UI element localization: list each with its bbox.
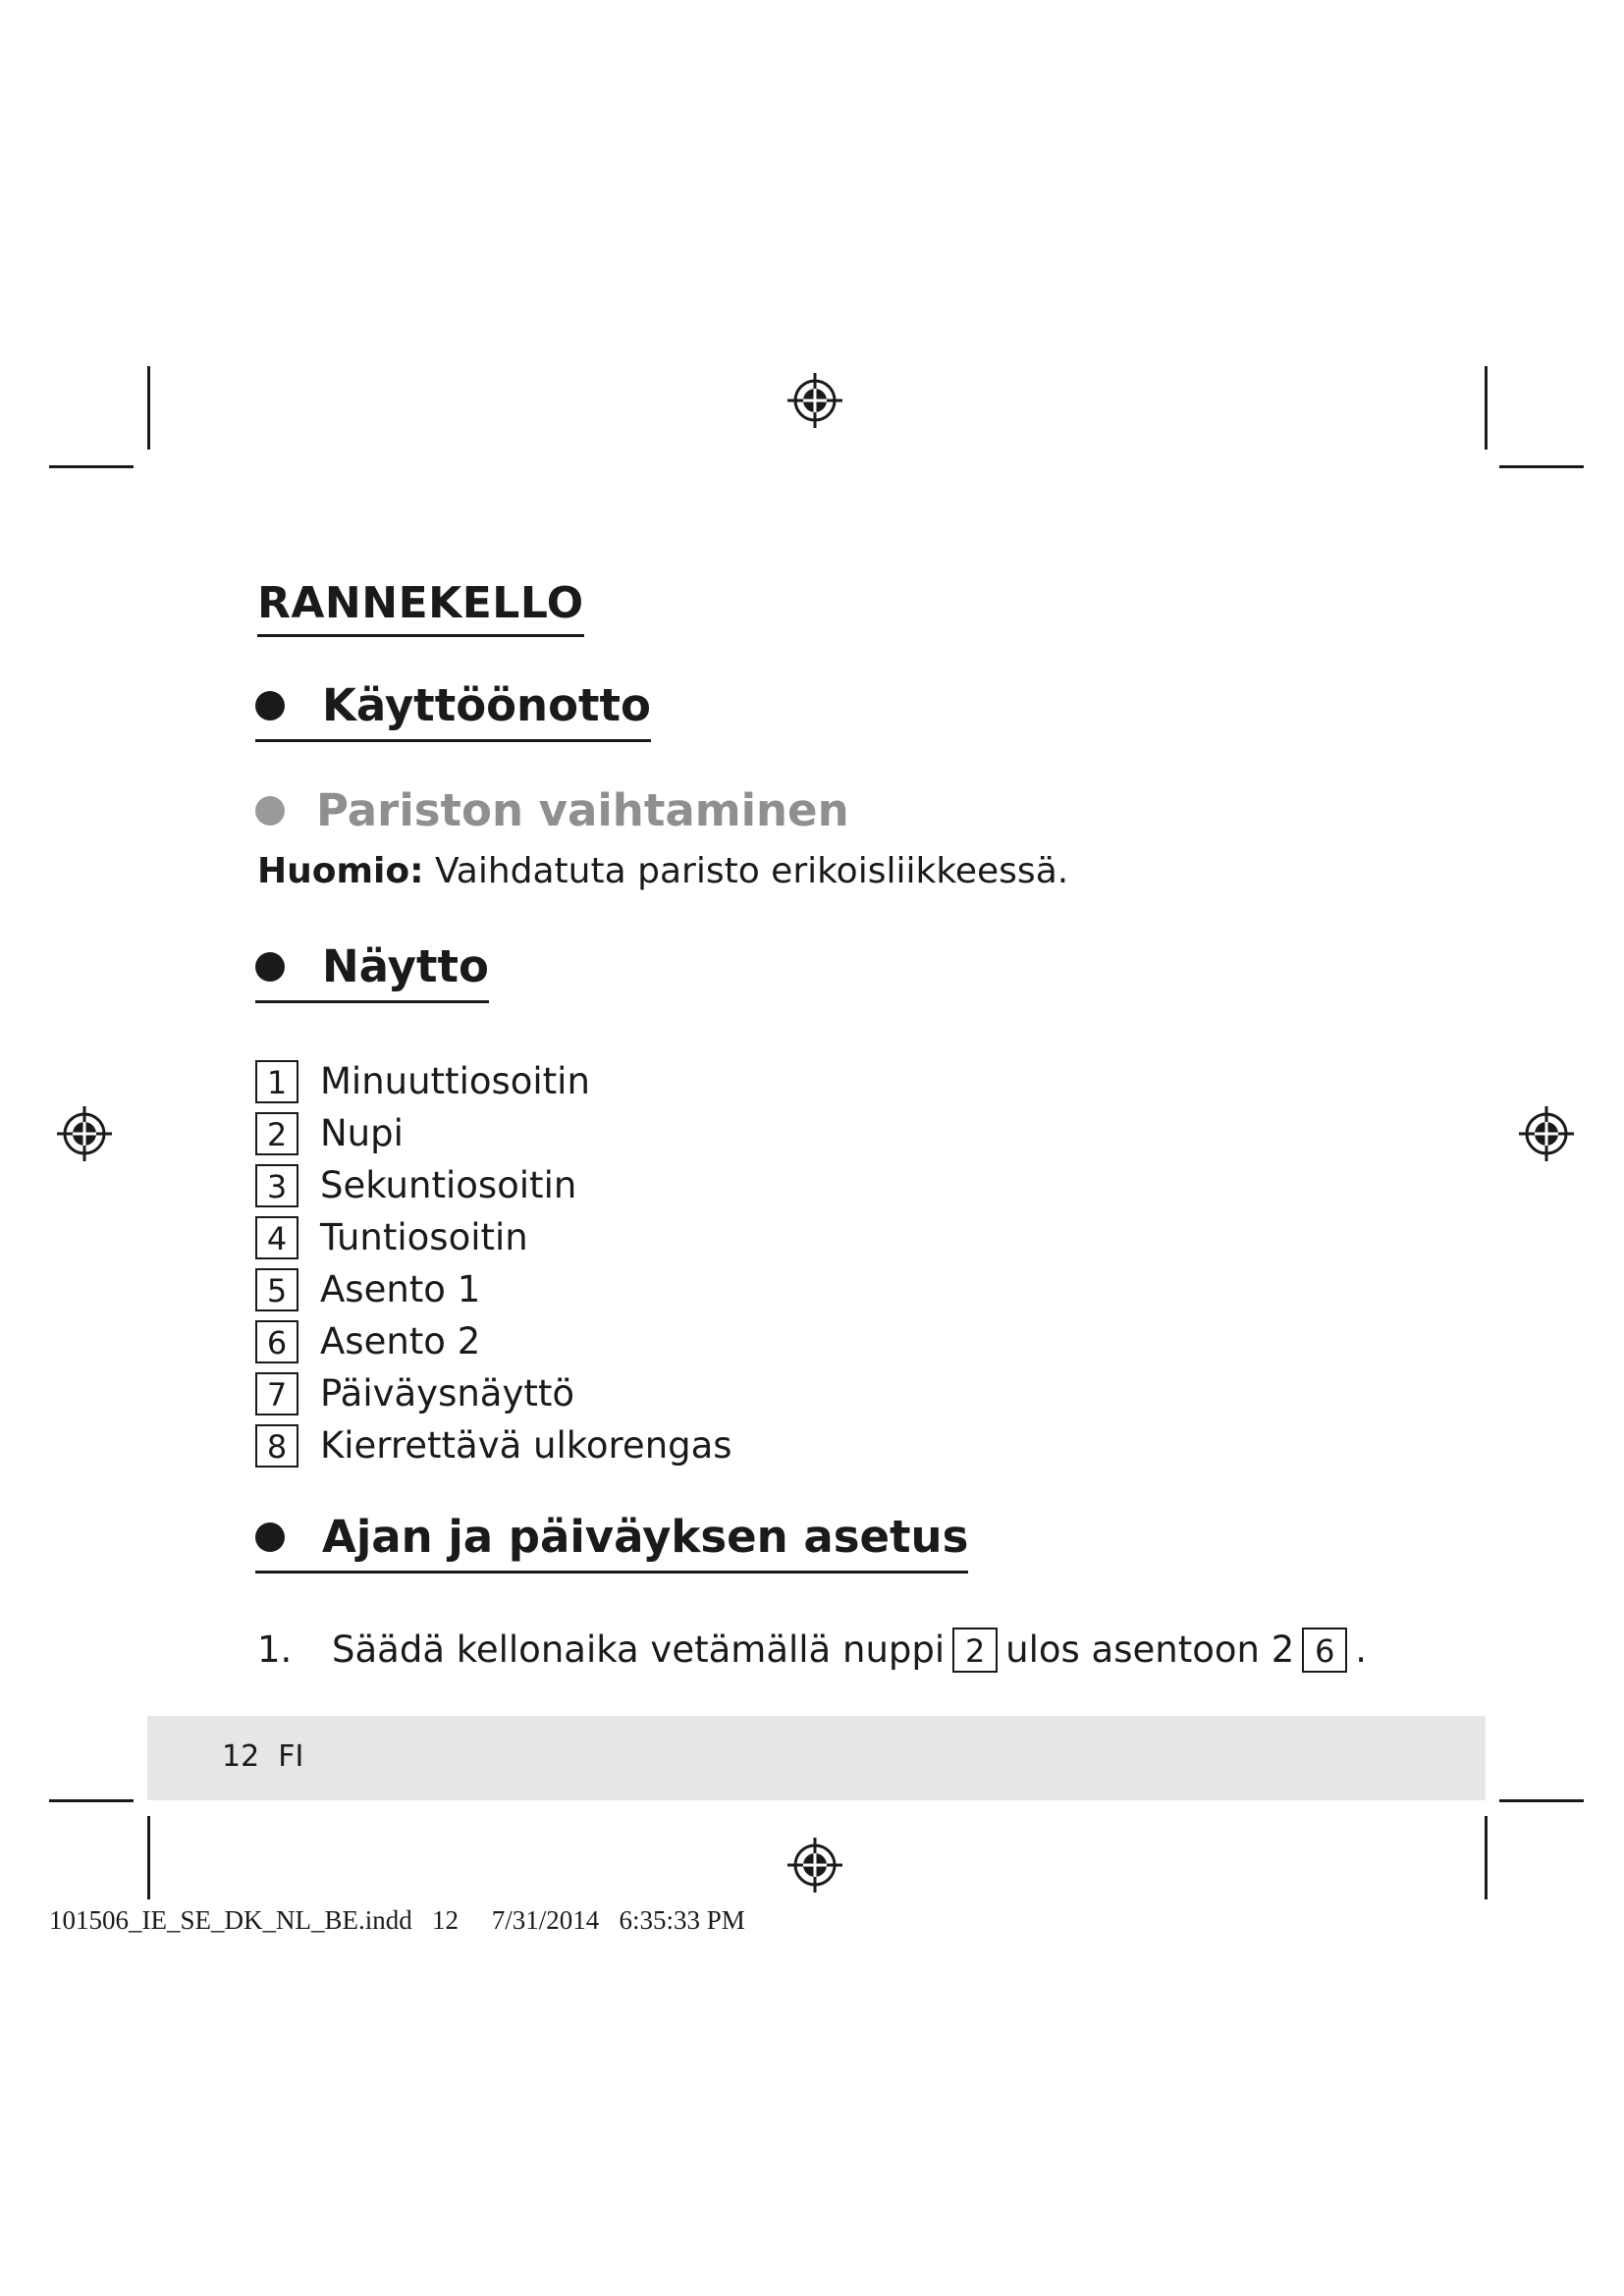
step-end: .: [1355, 1629, 1368, 1671]
step-number: 1.: [257, 1629, 293, 1671]
legend-number-box: 5: [255, 1268, 298, 1311]
legend-item: [255, 1055, 732, 1107]
section-heading-naytto: [255, 941, 489, 1003]
legend-label: Nupi: [320, 1112, 404, 1154]
crop-mark: [1499, 465, 1584, 468]
page-title: RANNEKELLO: [257, 579, 584, 637]
legend-label: Minuuttiosoitin: [320, 1060, 590, 1102]
crop-mark: [147, 1816, 150, 1899]
subsection-heading-text: Pariston vaihtaminen: [316, 784, 849, 836]
legend-item: [255, 1159, 732, 1211]
legend-item: [255, 1367, 732, 1419]
page-footer: [147, 1716, 1486, 1800]
legend-label: Kierrettävä ulkorengas: [320, 1424, 732, 1467]
parts-legend: [255, 1055, 732, 1471]
section-heading-kayttoonotto: [255, 680, 651, 742]
language-code: FI: [278, 1739, 304, 1774]
bullet-icon: [255, 952, 285, 982]
step-text: ulos asentoon 2: [1005, 1629, 1295, 1671]
legend-label: Asento 2: [320, 1320, 481, 1362]
crop-mark: [1499, 1799, 1584, 1802]
legend-item: [255, 1107, 732, 1159]
legend-number-box: 4: [255, 1216, 298, 1259]
legend-item: [255, 1263, 732, 1315]
legend-item: [255, 1211, 732, 1263]
print-slug: 101506_IE_SE_DK_NL_BE.indd 12 7/31/2014 6:35:33 PM: [49, 1905, 745, 1935]
note-paragraph: [257, 850, 1068, 893]
registration-mark-icon: [785, 371, 844, 430]
instruction-step: [257, 1626, 1367, 1675]
part-reference-box: 2: [952, 1628, 998, 1673]
note-text: Vaihdatuta paristo erikoisliikkeessä.: [434, 851, 1069, 891]
note-label: Huomio:: [257, 851, 424, 891]
legend-label: Sekuntiosoitin: [320, 1164, 577, 1206]
legend-number-box: 1: [255, 1060, 298, 1103]
crop-mark: [1485, 366, 1488, 450]
legend-number-box: 7: [255, 1372, 298, 1415]
section-heading-ajan: [255, 1512, 968, 1574]
legend-item: [255, 1419, 732, 1471]
crop-mark: [147, 366, 150, 450]
bullet-icon: [255, 1522, 285, 1552]
section-heading-text: Näytto: [322, 940, 489, 992]
legend-item: [255, 1315, 732, 1367]
bullet-icon: [255, 796, 285, 826]
part-reference-box: 6: [1302, 1628, 1347, 1673]
page-number: 12: [222, 1739, 260, 1774]
step-text: Säädä kellonaika vetämällä nuppi: [332, 1629, 946, 1671]
section-heading-text: Käyttöönotto: [322, 679, 651, 731]
legend-number-box: 2: [255, 1112, 298, 1155]
legend-number-box: 8: [255, 1424, 298, 1468]
subsection-heading-pariston: [255, 785, 849, 836]
section-heading-text: Ajan ja päiväyksen asetus: [322, 1511, 969, 1563]
footer-page-info: [222, 1737, 303, 1777]
legend-label: Asento 1: [320, 1268, 481, 1310]
legend-number-box: 3: [255, 1164, 298, 1207]
bullet-icon: [255, 691, 285, 721]
registration-mark-icon: [1517, 1104, 1576, 1163]
crop-mark: [49, 1799, 134, 1802]
legend-label: Tuntiosoitin: [320, 1216, 528, 1258]
legend-label: Päiväysnäyttö: [320, 1372, 575, 1415]
crop-mark: [49, 465, 134, 468]
registration-mark-icon: [785, 1836, 844, 1895]
legend-number-box: 6: [255, 1320, 298, 1363]
registration-mark-icon: [55, 1104, 114, 1163]
crop-mark: [1485, 1816, 1488, 1899]
